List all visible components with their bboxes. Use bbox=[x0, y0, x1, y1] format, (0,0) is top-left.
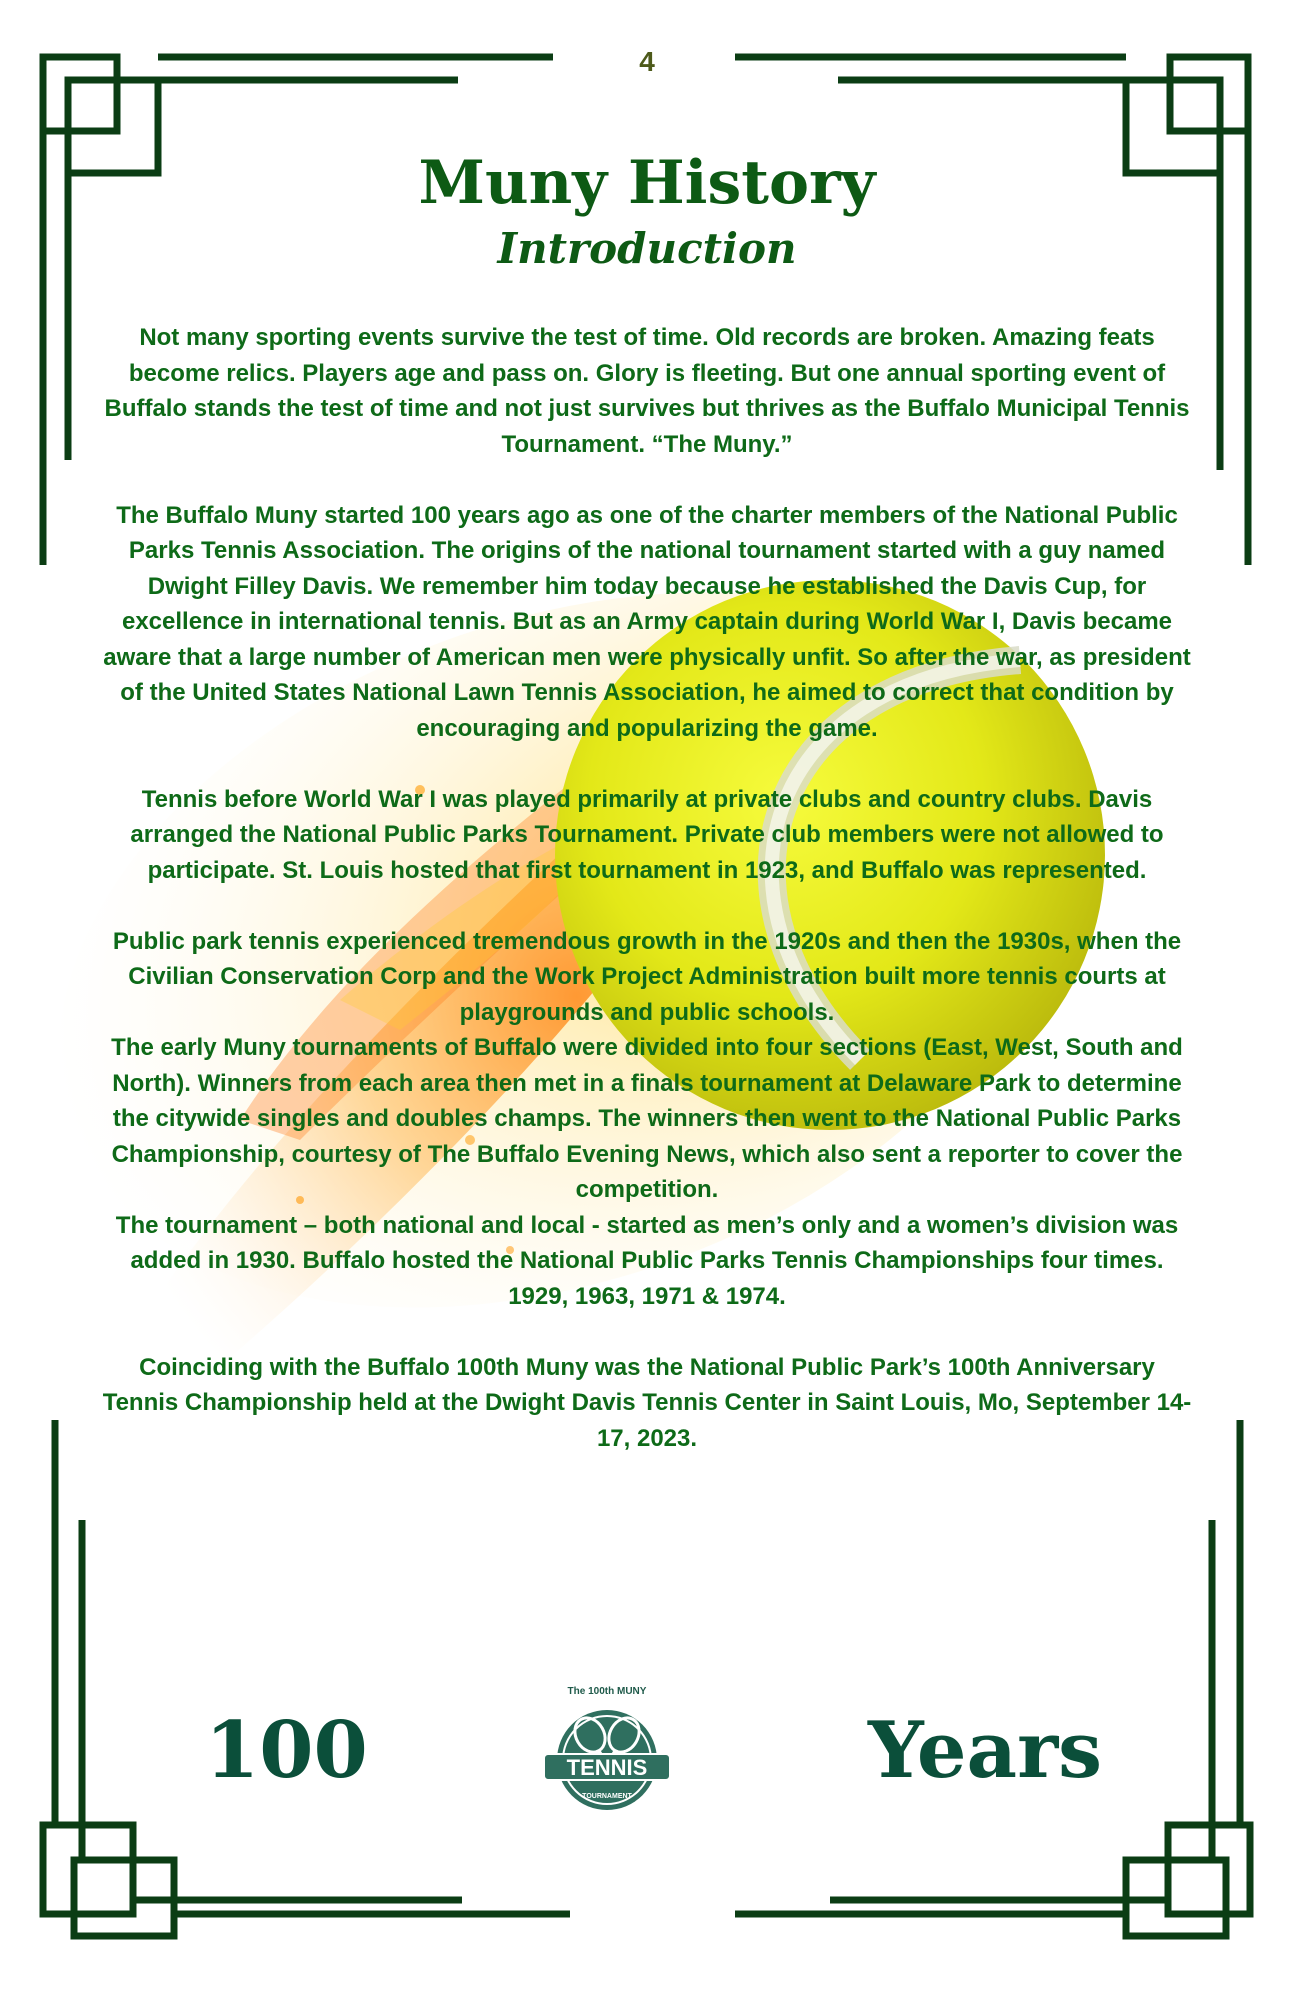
article-body bbox=[100, 320, 1194, 1456]
logo-bottom-text: TOURNAMENT bbox=[582, 1793, 632, 1800]
paragraph-centennial: Coinciding with the Buffalo 100th Muny was the National Public Park’s 100th Anniversary Tennis Championship held at the Dwight Davis Tennis Center in Saint Louis, Mo, September 14-17, 2023. bbox=[102, 1353, 1192, 1452]
footer-number: 100 bbox=[205, 1705, 368, 1796]
paragraph-public-parks: Tennis before World War I was played primarily at private clubs and country clubs. Davis arranged the National Public Parks Tournament. Private club members were not allowed to participate. St. Louis hosted that first tournament in 1923, and Buffalo was represented. bbox=[130, 785, 1164, 884]
paragraph-host-years: 1929, 1963, 1971 & 1974. bbox=[508, 1282, 786, 1310]
page-subtitle: Introduction bbox=[497, 224, 797, 273]
paragraph-womens-division: The tournament – both national and local - started as men’s only and a women’s division was added in 1930. Buffalo hosted the National Public Parks Tennis Championships four times. bbox=[115, 1211, 1179, 1274]
page-number: 4 bbox=[639, 46, 655, 77]
paragraph-growth: Public park tennis experienced tremendous growth in the 1920s and then the 1930s, when the Civilian Conservation Corp and the Work Project Administration built more tennis courts at playgrounds and public schools. bbox=[112, 927, 1182, 1026]
tennis-logo-icon bbox=[540, 1680, 675, 1830]
paragraph-intro: Not many sporting events survive the test of time. Old records are broken. Amazing feats become relics. Players age and pass on. Glory is fleeting. But one annual sporting event of Buffalo stands the test of time and not just survives but thrives as the Buffalo Municipal Tennis Tournament. “The Muny.” bbox=[104, 324, 1190, 458]
logo-main-text: TENNIS bbox=[566, 1755, 648, 1780]
footer-years: Years bbox=[868, 1705, 1103, 1796]
logo-top-text: The 100th MUNY bbox=[567, 1686, 647, 1697]
paragraph-origins: The Buffalo Muny started 100 years ago as one of the charter members of the National Public Parks Tennis Association. The origins of the national tournament started with a guy named Dwight Filley Davis. We remember him today because he established the Davis Cup, for excellence in international tennis. But as an Army captain during World War I, Davis became aware that a large number of American men were physically unfit. So after the war, as president of the United States National Lawn Tennis Association, he aimed to correct that condition by encouraging and popularizing the game. bbox=[103, 501, 1191, 742]
paragraph-sections: The early Muny tournaments of Buffalo were divided into four sections (East, West, South and North). Winners from each area then met in a finals tournament at Delaware Park to determine the citywide singles and doubles champs. The winners then went to the National Public Parks Championship, courtesy of The Buffalo Evening News, which also sent a reporter to cover the competition. bbox=[111, 1034, 1183, 1203]
page-title: Muny History bbox=[418, 148, 876, 218]
